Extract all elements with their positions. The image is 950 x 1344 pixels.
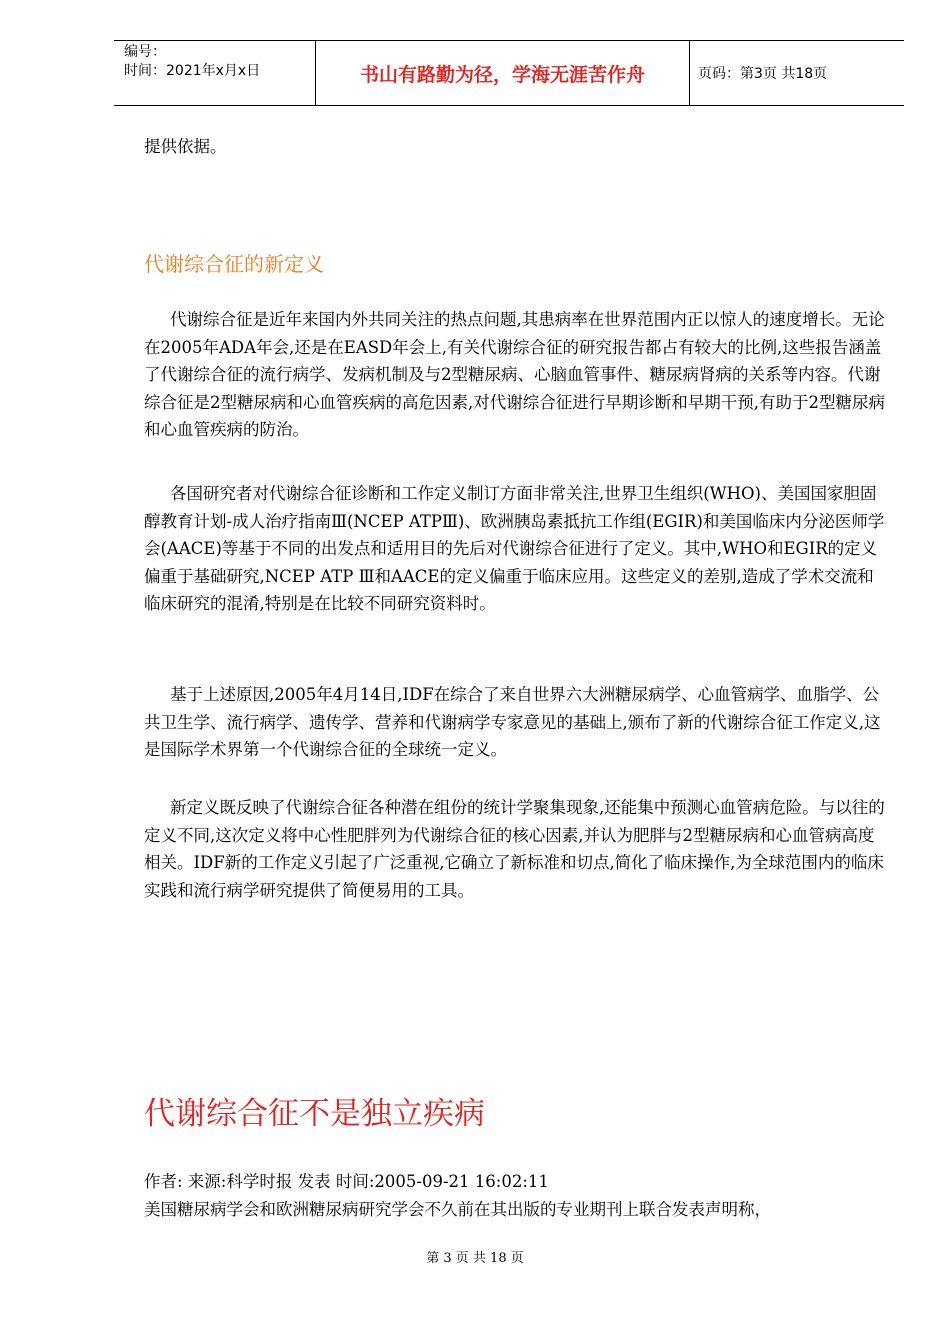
header-motto: 书山有路勤为径，学海无涯苦作舟: [316, 41, 690, 105]
page-header: [114, 40, 904, 106]
section1-paragraph-2: 各国研究者对代谢综合征诊断和工作定义制订方面非常关注,世界卫生组织(WHO)、美国国家胆固醇教育计划-成人治疗指南Ⅲ(NCEP ATPⅢ)、欧洲胰岛素抵抗工作组(EGIR)和美国临床内分泌医师学会(AACE)等基于不同的出发点和适用目的先后对代谢综合征进行了定义。其中,WHO和EGIR的定义偏重于基础研究,NCEP ATP Ⅲ和AACE的定义偏重于临床应用。这些定义的差别,造成了学术交流和临床研究的混淆,特别是在比较不同研究资料时。: [144, 484, 885, 613]
section1-para3-block: [144, 681, 889, 764]
page-footer: 第 3 页 共 18 页: [426, 1251, 524, 1266]
intro-block: [144, 133, 889, 161]
article-meta: 作者: 来源:科学时报 发表 时间:2005-09-21 16:02:11: [144, 1172, 549, 1191]
intro-text: 提供依据。: [144, 137, 227, 156]
section1-heading: 代谢综合征的新定义: [144, 252, 324, 276]
number-label: 编号：: [124, 44, 166, 60]
section1-paragraph-1: 代谢综合征是近年来国内外共同关注的热点问题,其患病率在世界范围内正以惊人的速度增长。无论在2005年ADA年会,还是在EASD年会上,有关代谢综合征的研究报告都占有较大的比例,这些报告涵盖了代谢综合征的流行病学、发病机制及与2型糖尿病、心脑血管事件、糖尿病肾病的关系等内容。代谢综合征是2型糖尿病和心血管疾病的高危因素,对代谢综合征进行早期诊断和早期干预,有助于2型糖尿病和心血管疾病的防治。: [144, 310, 885, 439]
section1-heading-block: [144, 248, 889, 277]
header-page-label: 页码：第3页 共18页: [698, 66, 828, 82]
section2-heading: 代谢综合征不是独立疾病: [144, 1096, 485, 1132]
section1-para2-block: [144, 480, 889, 618]
section2-heading-block: [144, 1088, 889, 1133]
section1-paragraph-3: 基于上述原因,2005年4月14日,IDF在综合了来自世界六大洲糖尿病学、心血管病学、血脂学、公共卫生学、流行病学、遗传学、营养和代谢病学专家意见的基础上,颁布了新的代谢综合征工作定义,这是国际学术界第一个代谢综合征的全球统一定义。: [144, 685, 881, 759]
header-meta: [114, 41, 316, 105]
section1-para4-block: [144, 794, 889, 904]
section1-paragraph-4: 新定义既反映了代谢综合征各种潜在组份的统计学聚集现象,还能集中预测心血管病危险。与以往的定义不同,这次定义将中心性肥胖列为代谢综合征的核心因素,并认为肥胖与2型糖尿病和心血管病高度相关。IDF新的工作定义引起了广泛重视,它确立了新标准和切点,简化了临床操作,为全球范围内的临床实践和流行病学研究提供了简便易用的工具。: [144, 798, 885, 900]
time-label: 时间：2021年x月x日: [124, 63, 261, 79]
section2-body: [144, 1168, 889, 1223]
article-first-line: 美国糖尿病学会和欧洲糖尿病研究学会不久前在其出版的专业期刊上联合发表声明称，: [144, 1199, 771, 1219]
section1-para1-block: [144, 306, 889, 444]
